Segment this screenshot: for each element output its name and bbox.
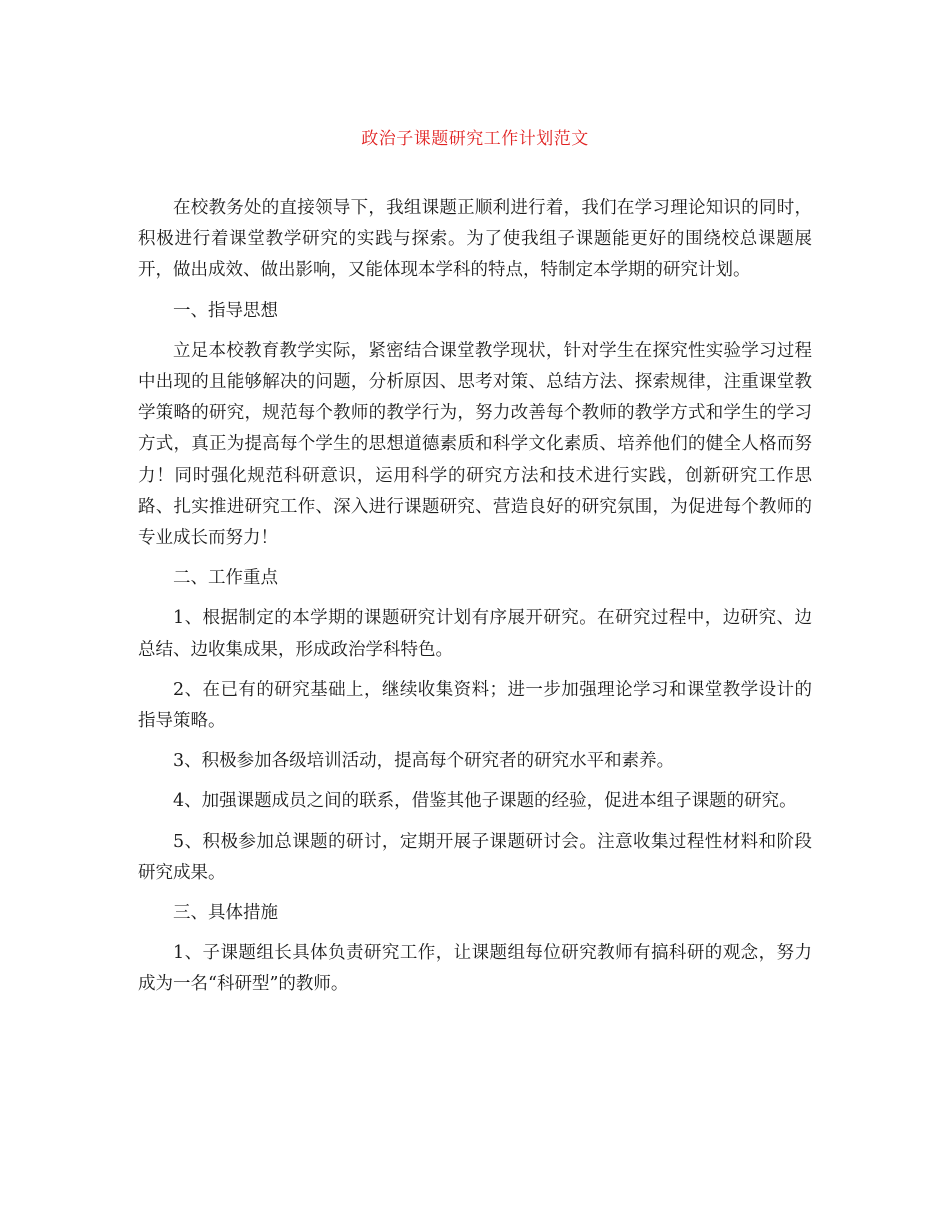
work-focus-item-3: 3、积极参加各级培训活动，提高每个研究者的研究水平和素养。 xyxy=(173,751,675,772)
section-heading-work-focus: 二、工作重点 xyxy=(173,568,278,589)
section-heading-guiding-thought: 一、指导思想 xyxy=(173,300,278,321)
work-focus-item-5: 5、积极参加总课题的研讨，定期开展子课题研讨会。注意收集过程性材料和阶段研究成果。 xyxy=(138,831,812,883)
measures-item-1: 1、子课题组长具体负责研究工作，让课题组每位研究教师有搞科研的观念，努力成为一名“科研型”的教师。 xyxy=(138,943,812,995)
section-heading-measures: 三、具体措施 xyxy=(173,903,278,924)
work-focus-item-1: 1、根据制定的本学期的课题研究计划有序展开研究。在研究过程中，边研究、边总结、边收集成果，形成政治学科特色。 xyxy=(138,608,812,660)
work-focus-item-4: 4、加强课题成员之间的联系，借鉴其他子课题的经验，促进本组子课题的研究。 xyxy=(173,791,797,812)
work-focus-item-2: 2、在已有的研究基础上，继续收集资料；进一步加强理论学习和课堂教学设计的指导策略。 xyxy=(138,679,812,732)
intro-paragraph: 在校教务处的直接领导下，我组课题正顺利进行着，我们在学习理论知识的同时，积极进行着课堂教学研究的实践与探索。为了使我组子课题能更好的围绕校总课题展开，做出成效、做出影响，又能体现本学科的特点，特制定本学期的研究计划。 xyxy=(138,198,812,281)
document-body xyxy=(138,193,812,1010)
document-title: 政治子课题研究工作计划范文 xyxy=(361,129,589,149)
guiding-thought-paragraph: 立足本校教育教学实际，紧密结合课堂教学现状，针对学生在探究性实验学习过程中出现的且能够解决的问题，分析原因、思考对策、总结方法、探索规律，注重课堂教学策略的研究，规范每个教师的教学行为，努力改善每个教师的教学方式和学生的学习方式，真正为提高每个学生的思想道德素质和科学文化素质、培养他们的健全人格而努力！同时强化规范科研意识，运用科学的研究方法和技术进行实践，创新研究工作思路、扎实推进研究工作、深入进行课题研究、营造良好的研究氛围，为促进每个教师的专业成长而努力！ xyxy=(138,340,812,549)
